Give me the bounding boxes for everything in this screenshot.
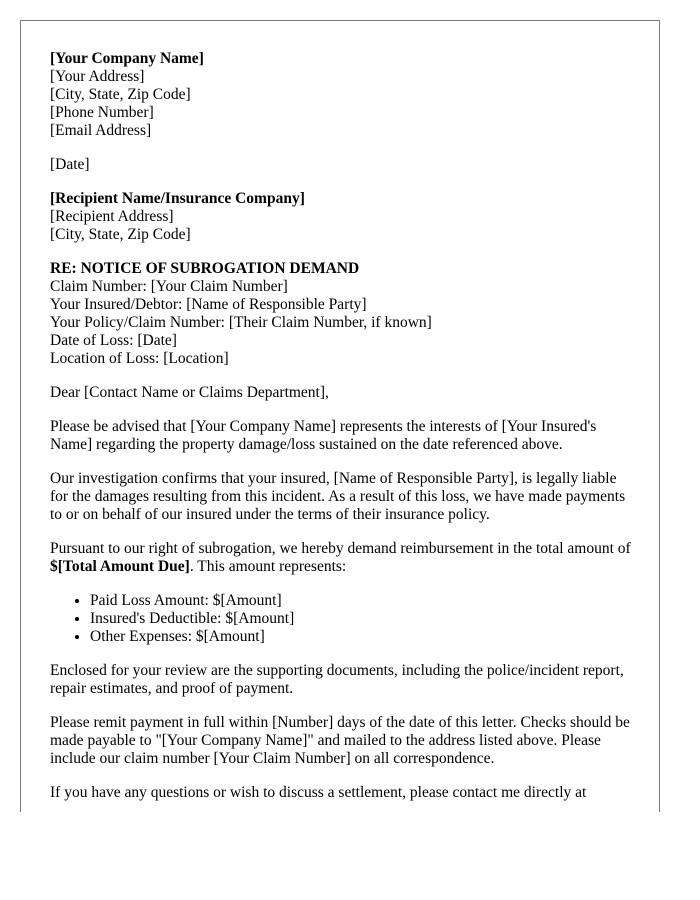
paragraph-liability: Our investigation confirms that your insured, [Name of Responsible Party], is legally liable for the damages resulting from this incident. As a result of this loss, we have made payments to or on behalf of our insured under the terms of their insurance policy. xyxy=(50,470,626,523)
list-item: • Other Expenses: $[Amount] xyxy=(90,628,638,646)
paragraph-payment-instructions: Please remit payment in full within [Number] days of the date of this letter. Checks should be made payable to "[Your Company Name]" and mailed to the address listed above. Please include our claim number [Your Claim Number] on all correspondence. xyxy=(50,714,630,767)
demand-lead-text: Pursuant to our right of subrogation, we hereby demand reimbursement in the total amount of xyxy=(50,540,631,557)
demand-tail-text: . This amount represents: xyxy=(189,558,347,575)
letter-date: [Date] xyxy=(50,156,90,173)
re-policy-claim-number: Your Policy/Claim Number: [Their Claim Number, if known] xyxy=(50,314,432,331)
paragraph-representation: Please be advised that [Your Company Name] represents the interests of [Your Insured's Name] regarding the property damage/loss sustained on the date referenced above. xyxy=(50,418,597,453)
sender-company-name: [Your Company Name] xyxy=(50,50,204,67)
re-subject: RE: NOTICE OF SUBROGATION DEMAND xyxy=(50,260,360,277)
re-claim-number: Claim Number: [Your Claim Number] xyxy=(50,278,288,295)
paragraph-contact: If you have any questions or wish to discuss a settlement, please contact me directly at xyxy=(50,784,587,801)
re-insured-debtor: Your Insured/Debtor: [Name of Responsible Party] xyxy=(50,296,367,313)
list-item: • Paid Loss Amount: $[Amount] xyxy=(90,592,638,610)
sender-city-state-zip: [City, State, Zip Code] xyxy=(50,86,191,103)
letter-content xyxy=(50,50,638,812)
re-block xyxy=(50,260,638,368)
re-date-of-loss: Date of Loss: [Date] xyxy=(50,332,177,349)
recipient-city-state-zip: [City, State, Zip Code] xyxy=(50,226,191,243)
total-amount-due: $[Total Amount Due] xyxy=(50,558,190,575)
letter-page xyxy=(20,20,660,812)
recipient-address: [Recipient Address] xyxy=(50,208,174,225)
salutation: Dear [Contact Name or Claims Department], xyxy=(50,384,329,401)
amount-breakdown-list xyxy=(50,592,638,646)
paragraph-demand xyxy=(50,540,638,576)
date-block xyxy=(50,156,638,174)
sender-address: [Your Address] xyxy=(50,68,145,85)
list-item: • Insured's Deductible: $[Amount] xyxy=(90,610,638,628)
recipient-name: [Recipient Name/Insurance Company] xyxy=(50,190,305,207)
recipient-block xyxy=(50,190,638,244)
sender-block xyxy=(50,50,638,140)
re-location-of-loss: Location of Loss: [Location] xyxy=(50,350,229,367)
sender-phone: [Phone Number] xyxy=(50,104,154,121)
paragraph-enclosures: Enclosed for your review are the supporting documents, including the police/incident report, repair estimates, and proof of payment. xyxy=(50,662,624,697)
sender-email: [Email Address] xyxy=(50,122,152,139)
